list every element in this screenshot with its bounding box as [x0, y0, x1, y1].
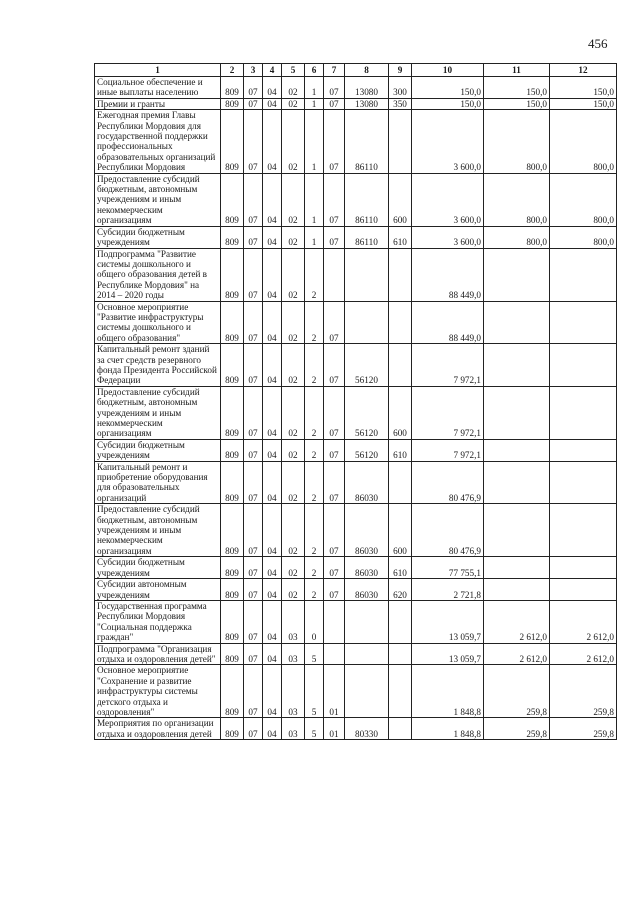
subsection-code: 04 — [263, 718, 282, 740]
row-name: Предоставление субсидий бюджетным, автономным учреждениям и иным некоммерческим организациям — [95, 173, 221, 226]
section-code: 07 — [244, 557, 263, 579]
amount-col-12: 150,0 — [550, 77, 617, 99]
direction-code: 56120 — [345, 386, 389, 439]
amount-col-12 — [550, 579, 617, 601]
expense-type-code: 600 — [389, 173, 412, 226]
direction-code: 86030 — [345, 461, 389, 504]
row-name: Государственная программа Республики Мордовия "Социальная поддержка граждан" — [95, 600, 221, 643]
subprogram-code: 5 — [305, 643, 324, 665]
table-row — [95, 504, 617, 557]
table-row — [95, 226, 617, 248]
row-name: Субсидии бюджетным учреждениям — [95, 226, 221, 248]
page-number: 456 — [588, 36, 608, 51]
amount-col-10: 88 449,0 — [412, 248, 484, 301]
table-row — [95, 344, 617, 387]
row-name: Субсидии автономным учреждениям — [95, 579, 221, 601]
row-name: Подпрограмма "Организация отдыха и оздоровления детей" — [95, 643, 221, 665]
amount-col-12: 150,0 — [550, 98, 617, 109]
row-name: Мероприятия по организации отдыха и оздоровления детей — [95, 718, 221, 740]
activity-code: 07 — [324, 77, 345, 99]
subprogram-code: 2 — [305, 504, 324, 557]
amount-col-10: 13 059,7 — [412, 600, 484, 643]
direction-code: 80330 — [345, 718, 389, 740]
amount-col-11 — [484, 386, 550, 439]
activity-code: 07 — [324, 344, 345, 387]
amount-col-11: 800,0 — [484, 226, 550, 248]
budget-table — [94, 63, 617, 740]
subprogram-code: 2 — [305, 248, 324, 301]
row-name: Подпрограмма "Развитие системы дошкольного и общего образования детей в Республике Мордовия" на 2014 – 2020 годы — [95, 248, 221, 301]
column-header: 8 — [345, 64, 389, 77]
ministry-code: 809 — [221, 600, 244, 643]
section-code: 07 — [244, 226, 263, 248]
table-row — [95, 301, 617, 344]
activity-code: 01 — [324, 718, 345, 740]
section-code: 07 — [244, 98, 263, 109]
program-code: 03 — [282, 718, 305, 740]
subsection-code: 04 — [263, 504, 282, 557]
subsection-code: 04 — [263, 665, 282, 718]
subprogram-code: 1 — [305, 110, 324, 173]
program-code: 02 — [282, 557, 305, 579]
table-row — [95, 77, 617, 99]
direction-code — [345, 643, 389, 665]
ministry-code: 809 — [221, 98, 244, 109]
program-code: 02 — [282, 504, 305, 557]
amount-col-10: 13 059,7 — [412, 643, 484, 665]
amount-col-10: 77 755,1 — [412, 557, 484, 579]
subsection-code: 04 — [263, 600, 282, 643]
direction-code: 86030 — [345, 504, 389, 557]
table-row — [95, 461, 617, 504]
column-header: 6 — [305, 64, 324, 77]
section-code: 07 — [244, 344, 263, 387]
amount-col-10: 150,0 — [412, 98, 484, 109]
subsection-code: 04 — [263, 173, 282, 226]
expense-type-code: 600 — [389, 504, 412, 557]
subsection-code: 04 — [263, 226, 282, 248]
subsection-code: 04 — [263, 344, 282, 387]
row-name: Ежегодная премия Главы Республики Мордовия для государственной поддержки профессиональных образовательных организаций Республики Мордовия — [95, 110, 221, 173]
ministry-code: 809 — [221, 643, 244, 665]
subprogram-code: 2 — [305, 557, 324, 579]
table-row — [95, 386, 617, 439]
activity-code: 07 — [324, 439, 345, 461]
amount-col-12: 800,0 — [550, 226, 617, 248]
amount-col-10: 1 848,8 — [412, 665, 484, 718]
column-header: 5 — [282, 64, 305, 77]
column-header: 3 — [244, 64, 263, 77]
direction-code — [345, 248, 389, 301]
subsection-code: 04 — [263, 386, 282, 439]
ministry-code: 809 — [221, 344, 244, 387]
subsection-code: 04 — [263, 110, 282, 173]
ministry-code: 809 — [221, 504, 244, 557]
program-code: 02 — [282, 344, 305, 387]
expense-type-code: 610 — [389, 439, 412, 461]
amount-col-12 — [550, 386, 617, 439]
amount-col-12: 2 612,0 — [550, 643, 617, 665]
subsection-code: 04 — [263, 461, 282, 504]
row-name: Субсидии бюджетным учреждениям — [95, 557, 221, 579]
activity-code: 07 — [324, 173, 345, 226]
program-code: 02 — [282, 98, 305, 109]
amount-col-11 — [484, 504, 550, 557]
amount-col-10: 2 721,8 — [412, 579, 484, 601]
table-row — [95, 665, 617, 718]
row-name: Капитальный ремонт и приобретение оборудования для образовательных организаций — [95, 461, 221, 504]
amount-col-11 — [484, 579, 550, 601]
program-code: 02 — [282, 110, 305, 173]
expense-type-code — [389, 600, 412, 643]
direction-code: 13080 — [345, 98, 389, 109]
table-row — [95, 110, 617, 173]
amount-col-12: 2 612,0 — [550, 600, 617, 643]
expense-type-code: 300 — [389, 77, 412, 99]
amount-col-10: 3 600,0 — [412, 173, 484, 226]
amount-col-11 — [484, 344, 550, 387]
table-row — [95, 439, 617, 461]
section-code: 07 — [244, 504, 263, 557]
table-body — [95, 77, 617, 740]
table-row — [95, 557, 617, 579]
activity-code: 07 — [324, 386, 345, 439]
ministry-code: 809 — [221, 226, 244, 248]
amount-col-10: 150,0 — [412, 77, 484, 99]
program-code: 03 — [282, 600, 305, 643]
program-code: 02 — [282, 77, 305, 99]
activity-code: 07 — [324, 579, 345, 601]
ministry-code: 809 — [221, 386, 244, 439]
amount-col-11: 150,0 — [484, 98, 550, 109]
amount-col-10: 7 972,1 — [412, 344, 484, 387]
program-code: 02 — [282, 173, 305, 226]
amount-col-11: 800,0 — [484, 173, 550, 226]
amount-col-10: 7 972,1 — [412, 386, 484, 439]
expense-type-code: 610 — [389, 226, 412, 248]
amount-col-12: 800,0 — [550, 110, 617, 173]
direction-code: 56120 — [345, 439, 389, 461]
program-code: 03 — [282, 665, 305, 718]
section-code: 07 — [244, 173, 263, 226]
ministry-code: 809 — [221, 557, 244, 579]
expense-type-code — [389, 718, 412, 740]
table-row — [95, 718, 617, 740]
table-row — [95, 173, 617, 226]
amount-col-10: 7 972,1 — [412, 439, 484, 461]
section-code: 07 — [244, 248, 263, 301]
section-code: 07 — [244, 600, 263, 643]
program-code: 02 — [282, 386, 305, 439]
row-name: Предоставление субсидий бюджетным, автономным учреждениям и иным некоммерческим организациям — [95, 504, 221, 557]
section-code: 07 — [244, 301, 263, 344]
amount-col-11: 259,8 — [484, 665, 550, 718]
amount-col-11: 259,8 — [484, 718, 550, 740]
expense-type-code — [389, 344, 412, 387]
amount-col-12 — [550, 248, 617, 301]
expense-type-code — [389, 110, 412, 173]
expense-type-code: 350 — [389, 98, 412, 109]
amount-col-10: 3 600,0 — [412, 226, 484, 248]
amount-col-10: 80 476,9 — [412, 504, 484, 557]
direction-code: 86110 — [345, 173, 389, 226]
direction-code — [345, 301, 389, 344]
direction-code — [345, 600, 389, 643]
subprogram-code: 1 — [305, 173, 324, 226]
subprogram-code: 2 — [305, 439, 324, 461]
row-name: Основное мероприятие "Сохранение и развитие инфраструктуры системы детского отдыха и оздоровления" — [95, 665, 221, 718]
expense-type-code — [389, 665, 412, 718]
direction-code: 13080 — [345, 77, 389, 99]
subprogram-code: 1 — [305, 77, 324, 99]
amount-col-10: 1 848,8 — [412, 718, 484, 740]
row-name: Капитальный ремонт зданий за счет средств резервного фонда Президента Российской Федерации — [95, 344, 221, 387]
column-header: 9 — [389, 64, 412, 77]
amount-col-11 — [484, 461, 550, 504]
ministry-code: 809 — [221, 173, 244, 226]
ministry-code: 809 — [221, 579, 244, 601]
subsection-code: 04 — [263, 579, 282, 601]
program-code: 02 — [282, 226, 305, 248]
section-code: 07 — [244, 439, 263, 461]
activity-code: 07 — [324, 226, 345, 248]
expense-type-code: 620 — [389, 579, 412, 601]
activity-code: 07 — [324, 461, 345, 504]
expense-type-code: 600 — [389, 386, 412, 439]
amount-col-10: 88 449,0 — [412, 301, 484, 344]
expense-type-code: 610 — [389, 557, 412, 579]
activity-code — [324, 600, 345, 643]
amount-col-12: 800,0 — [550, 173, 617, 226]
subsection-code: 04 — [263, 439, 282, 461]
subprogram-code: 5 — [305, 665, 324, 718]
subsection-code: 04 — [263, 643, 282, 665]
subprogram-code: 1 — [305, 98, 324, 109]
subprogram-code: 2 — [305, 386, 324, 439]
amount-col-12 — [550, 461, 617, 504]
activity-code: 07 — [324, 504, 345, 557]
row-name: Социальное обеспечение и иные выплаты населению — [95, 77, 221, 99]
ministry-code: 809 — [221, 439, 244, 461]
subprogram-code: 2 — [305, 301, 324, 344]
direction-code: 86110 — [345, 110, 389, 173]
amount-col-11: 2 612,0 — [484, 600, 550, 643]
ministry-code: 809 — [221, 301, 244, 344]
row-name: Субсидии бюджетным учреждениям — [95, 439, 221, 461]
section-code: 07 — [244, 461, 263, 504]
amount-col-10: 3 600,0 — [412, 110, 484, 173]
activity-code: 07 — [324, 557, 345, 579]
section-code: 07 — [244, 643, 263, 665]
subprogram-code: 1 — [305, 226, 324, 248]
column-header: 1 — [95, 64, 221, 77]
amount-col-11: 2 612,0 — [484, 643, 550, 665]
ministry-code: 809 — [221, 248, 244, 301]
subprogram-code: 2 — [305, 579, 324, 601]
activity-code: 07 — [324, 301, 345, 344]
ministry-code: 809 — [221, 77, 244, 99]
column-header: 12 — [550, 64, 617, 77]
subsection-code: 04 — [263, 557, 282, 579]
ministry-code: 809 — [221, 665, 244, 718]
expense-type-code — [389, 301, 412, 344]
subprogram-code: 5 — [305, 718, 324, 740]
activity-code — [324, 248, 345, 301]
subprogram-code: 0 — [305, 600, 324, 643]
direction-code: 86030 — [345, 557, 389, 579]
ministry-code: 809 — [221, 110, 244, 173]
section-code: 07 — [244, 110, 263, 173]
amount-col-12 — [550, 301, 617, 344]
subsection-code: 04 — [263, 98, 282, 109]
program-code: 02 — [282, 579, 305, 601]
program-code: 02 — [282, 461, 305, 504]
activity-code — [324, 643, 345, 665]
subprogram-code: 2 — [305, 344, 324, 387]
subsection-code: 04 — [263, 301, 282, 344]
subprogram-code: 2 — [305, 461, 324, 504]
table-row — [95, 600, 617, 643]
amount-col-12: 259,8 — [550, 665, 617, 718]
table-row — [95, 579, 617, 601]
column-header: 10 — [412, 64, 484, 77]
expense-type-code — [389, 248, 412, 301]
program-code: 02 — [282, 301, 305, 344]
program-code: 02 — [282, 248, 305, 301]
section-code: 07 — [244, 579, 263, 601]
column-header: 7 — [324, 64, 345, 77]
table-row — [95, 643, 617, 665]
section-code: 07 — [244, 386, 263, 439]
activity-code: 07 — [324, 98, 345, 109]
amount-col-11 — [484, 248, 550, 301]
direction-code: 56120 — [345, 344, 389, 387]
program-code: 02 — [282, 439, 305, 461]
ministry-code: 809 — [221, 718, 244, 740]
section-code: 07 — [244, 665, 263, 718]
amount-col-12 — [550, 439, 617, 461]
direction-code: 86110 — [345, 226, 389, 248]
expense-type-code — [389, 643, 412, 665]
row-name: Предоставление субсидий бюджетным, автономным учреждениям и иным некоммерческим организациям — [95, 386, 221, 439]
table-row — [95, 248, 617, 301]
ministry-code: 809 — [221, 461, 244, 504]
activity-code: 07 — [324, 110, 345, 173]
amount-col-12 — [550, 557, 617, 579]
amount-col-11 — [484, 439, 550, 461]
subsection-code: 04 — [263, 248, 282, 301]
direction-code — [345, 665, 389, 718]
column-header: 11 — [484, 64, 550, 77]
expense-type-code — [389, 461, 412, 504]
amount-col-12 — [550, 504, 617, 557]
table-header-row — [95, 64, 617, 77]
amount-col-11 — [484, 301, 550, 344]
section-code: 07 — [244, 718, 263, 740]
column-header: 4 — [263, 64, 282, 77]
amount-col-11 — [484, 557, 550, 579]
table-row — [95, 98, 617, 109]
subsection-code: 04 — [263, 77, 282, 99]
direction-code: 86030 — [345, 579, 389, 601]
column-header: 2 — [221, 64, 244, 77]
program-code: 03 — [282, 643, 305, 665]
amount-col-10: 80 476,9 — [412, 461, 484, 504]
section-code: 07 — [244, 77, 263, 99]
amount-col-11: 150,0 — [484, 77, 550, 99]
amount-col-12: 259,8 — [550, 718, 617, 740]
activity-code: 01 — [324, 665, 345, 718]
amount-col-12 — [550, 344, 617, 387]
amount-col-11: 800,0 — [484, 110, 550, 173]
row-name: Премии и гранты — [95, 98, 221, 109]
row-name: Основное мероприятие "Развитие инфраструктуры системы дошкольного и общего образования" — [95, 301, 221, 344]
